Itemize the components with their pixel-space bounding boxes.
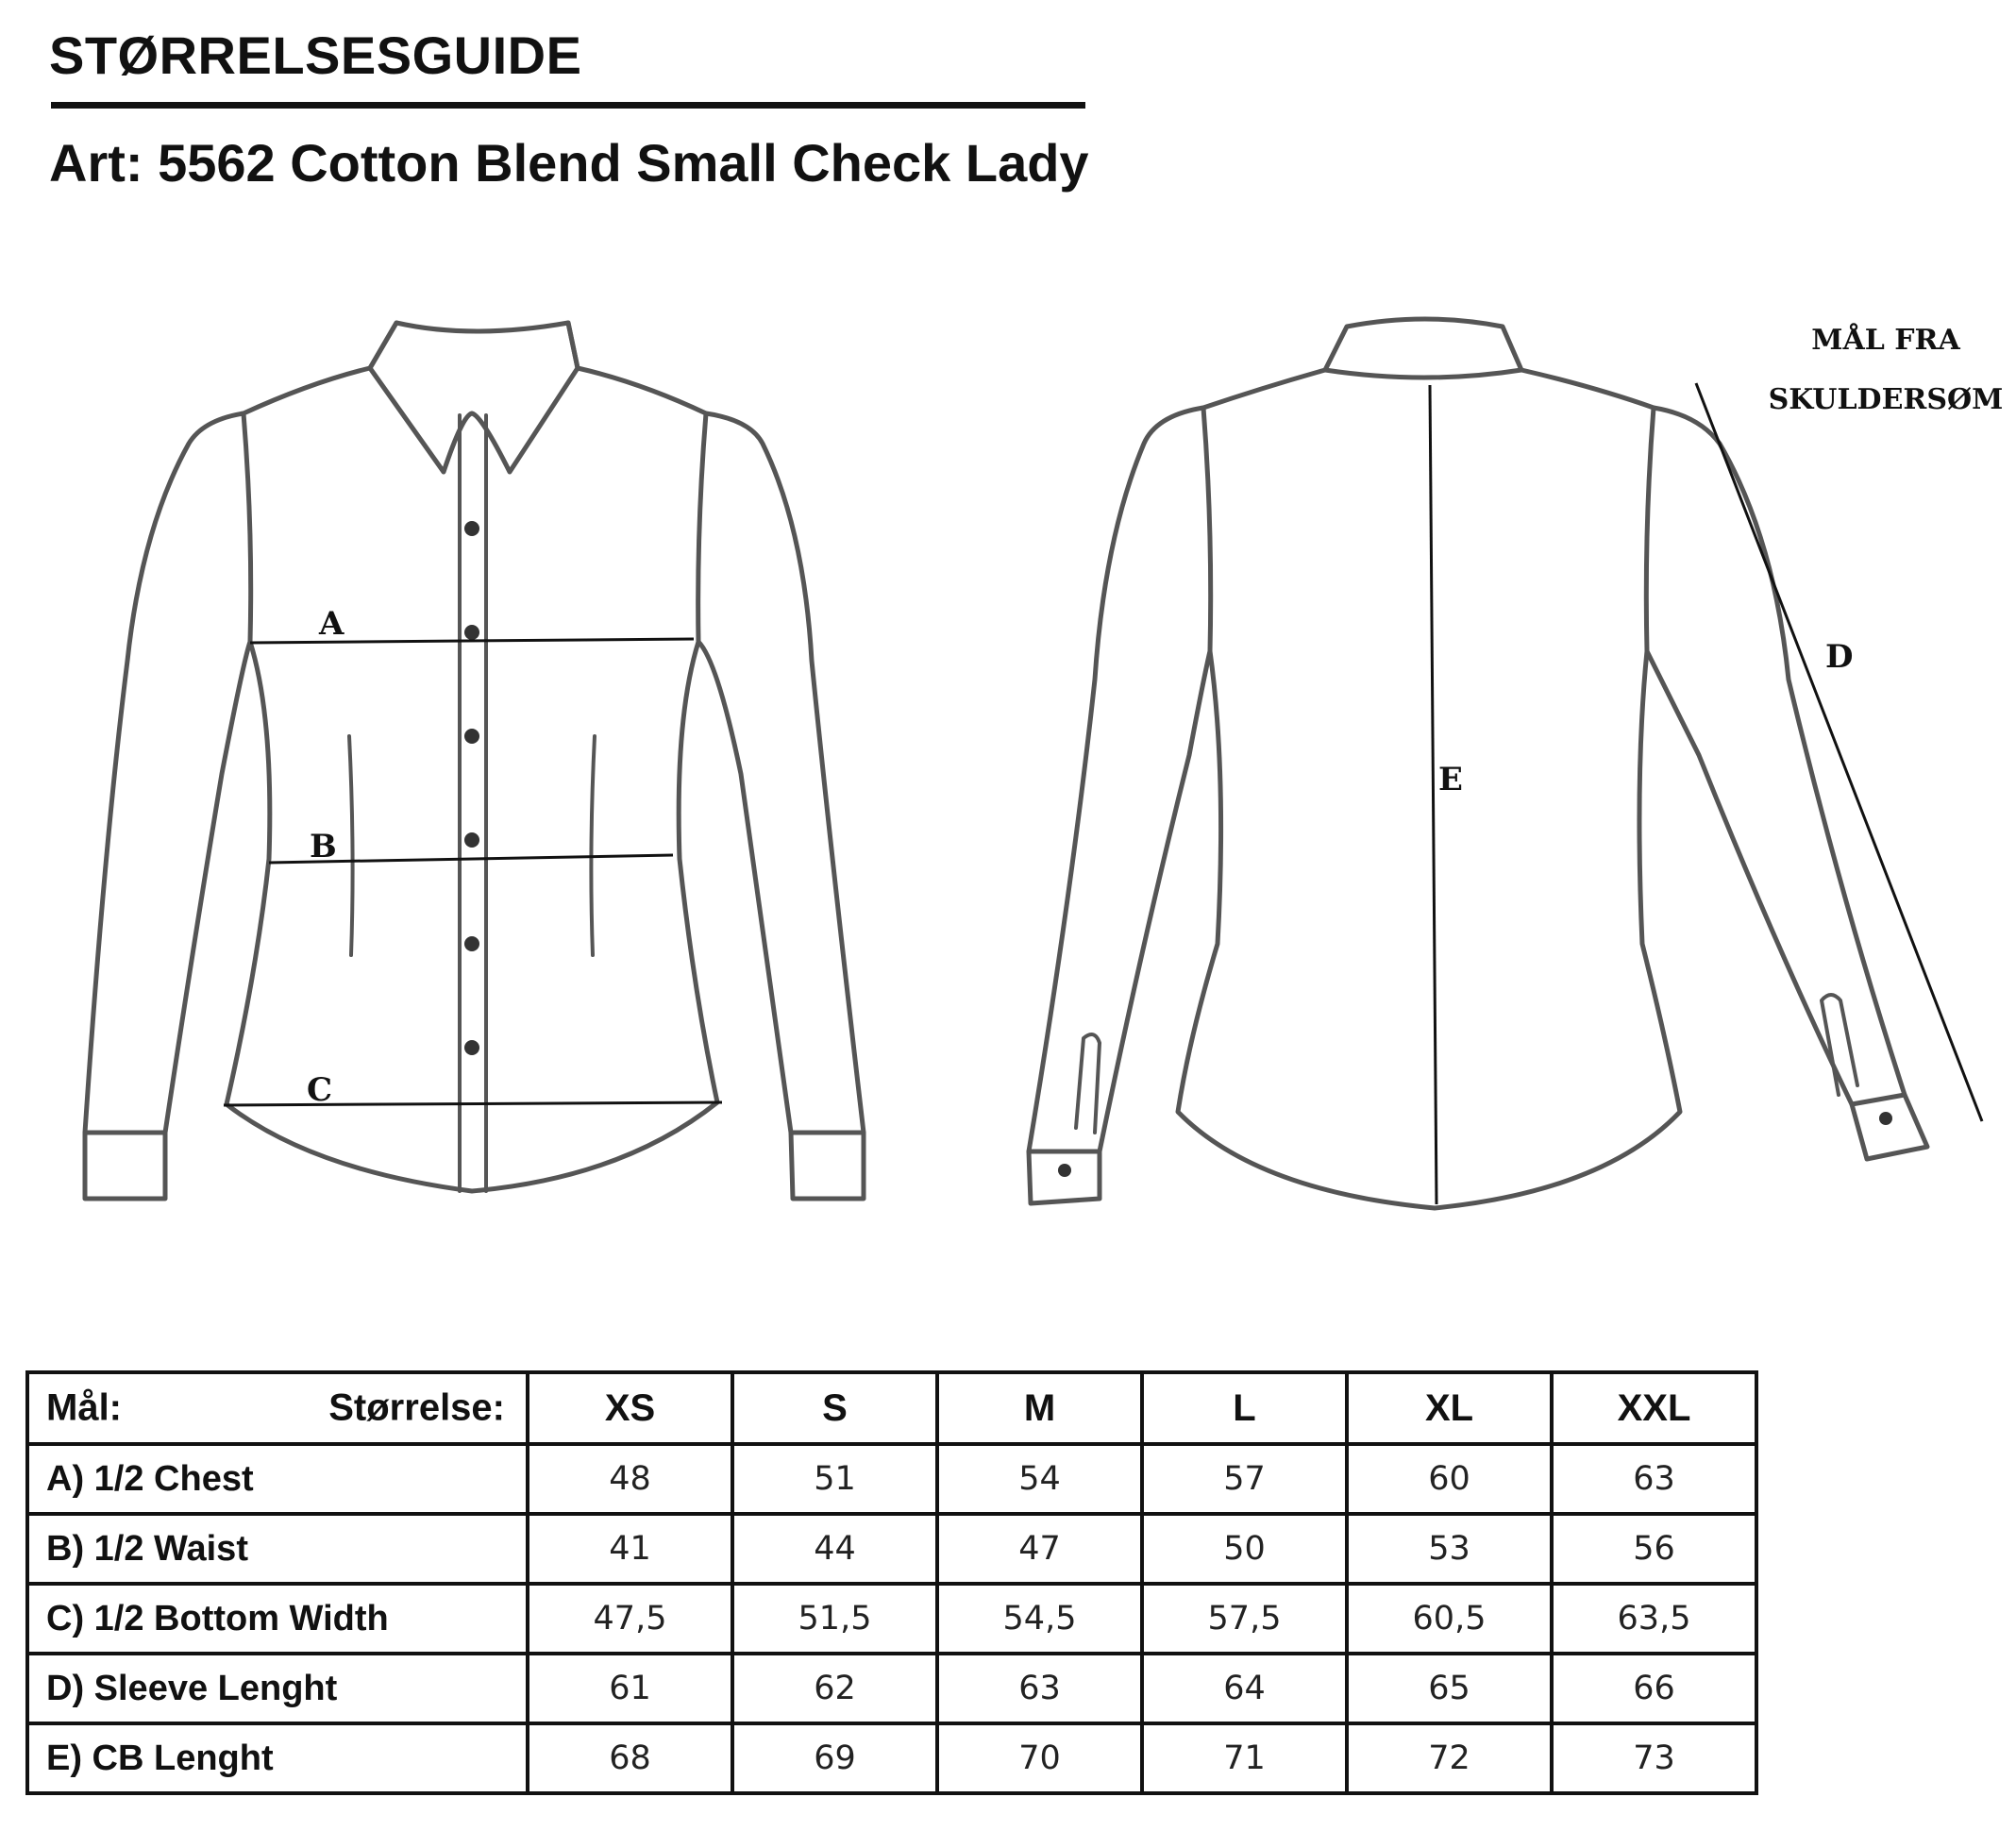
size-header: S [732,1372,937,1444]
front-collar [370,323,578,472]
measure-line-a [250,639,694,643]
size-header: XXL [1552,1372,1756,1444]
table-cell: 70 [937,1723,1142,1793]
table-row [27,1444,1756,1514]
measure-line-d [1696,383,1982,1121]
back-collar [1325,319,1521,378]
table-cell: 48 [528,1444,732,1514]
table-cell: 51,5 [732,1584,937,1654]
label-a: A [319,605,344,643]
size-header: XS [528,1372,732,1444]
label-d: D [1825,638,1854,676]
page-title: STØRRELSESGUIDE [49,25,582,85]
button-dot [464,625,479,640]
table-row [27,1654,1756,1723]
table-cell: 57,5 [1142,1584,1347,1654]
table-cell: 63 [1552,1444,1756,1514]
table-row [27,1723,1756,1793]
label-b: B [310,828,337,865]
table-cell: 56 [1552,1514,1756,1584]
button-dot [464,936,479,951]
table-cell: 64 [1142,1654,1347,1723]
table-row [27,1514,1756,1584]
table-cell: 73 [1552,1723,1756,1793]
table-cell: 72 [1347,1723,1552,1793]
table-cell: 71 [1142,1723,1347,1793]
label-c: C [307,1071,333,1109]
row-label: E) CB Lenght [27,1723,528,1793]
table-row [27,1584,1756,1654]
back-shirt-drawing [1029,319,1927,1208]
table-cell: 51 [732,1444,937,1514]
table-cell: 61 [528,1654,732,1723]
back-cuff-buttons [1058,1112,1892,1177]
back-right-sleeve [1647,408,1927,1159]
note-line-1: MÅL FRA [1811,324,1960,357]
measure-line-c [224,1102,722,1105]
back-left-placket [1076,1034,1100,1133]
button-dot [464,832,479,848]
front-shirt-drawing [85,323,864,1199]
header-measure-label: Mål: [46,1386,122,1429]
table-cell: 69 [732,1723,937,1793]
button-dot [464,1040,479,1055]
table-cell: 63 [937,1654,1142,1723]
back-body-outline [1178,370,1680,1208]
size-header: XL [1347,1372,1552,1444]
table-cell: 63,5 [1552,1584,1756,1654]
table-header-row [27,1372,1756,1444]
note-line-2: SKULDERSØM [1768,383,2004,416]
table-cell: 57 [1142,1444,1347,1514]
button-dot [464,521,479,536]
row-label: C) 1/2 Bottom Width [27,1584,528,1654]
header-size-label: Størrelse: [328,1386,505,1429]
table-cell: 65 [1347,1654,1552,1723]
article-title: Art: 5562 Cotton Blend Small Check Lady [49,133,1089,193]
row-label: D) Sleeve Lenght [27,1654,528,1723]
size-header: L [1142,1372,1347,1444]
size-header: M [937,1372,1142,1444]
table-cell: 60,5 [1347,1584,1552,1654]
front-right-sleeve [698,413,864,1199]
table-cell: 50 [1142,1514,1347,1584]
table-cell: 62 [732,1654,937,1723]
table-cell: 44 [732,1514,937,1584]
back-right-cuff [1852,1095,1905,1104]
front-body-outline [227,368,717,1191]
front-dart-right [591,736,595,955]
button-dot [1058,1164,1071,1177]
button-dot [1879,1112,1892,1125]
table-cell: 47,5 [528,1584,732,1654]
table-cell: 47 [937,1514,1142,1584]
label-e: E [1438,761,1463,798]
measure-line-e [1430,385,1436,1204]
size-table [25,1370,1758,1795]
table-cell: 66 [1552,1654,1756,1723]
table-cell: 53 [1347,1514,1552,1584]
button-dot [464,729,479,744]
table-cell: 54 [937,1444,1142,1514]
front-measure-lines [224,639,722,1105]
header-corner-cell [27,1372,528,1444]
front-buttons [464,521,479,1055]
table-cell: 41 [528,1514,732,1584]
table-cell: 60 [1347,1444,1552,1514]
table-cell: 54,5 [937,1584,1142,1654]
front-dart-left [349,736,353,955]
front-left-sleeve [85,413,250,1199]
row-label: A) 1/2 Chest [27,1444,528,1514]
table-cell: 68 [528,1723,732,1793]
row-label: B) 1/2 Waist [27,1514,528,1584]
